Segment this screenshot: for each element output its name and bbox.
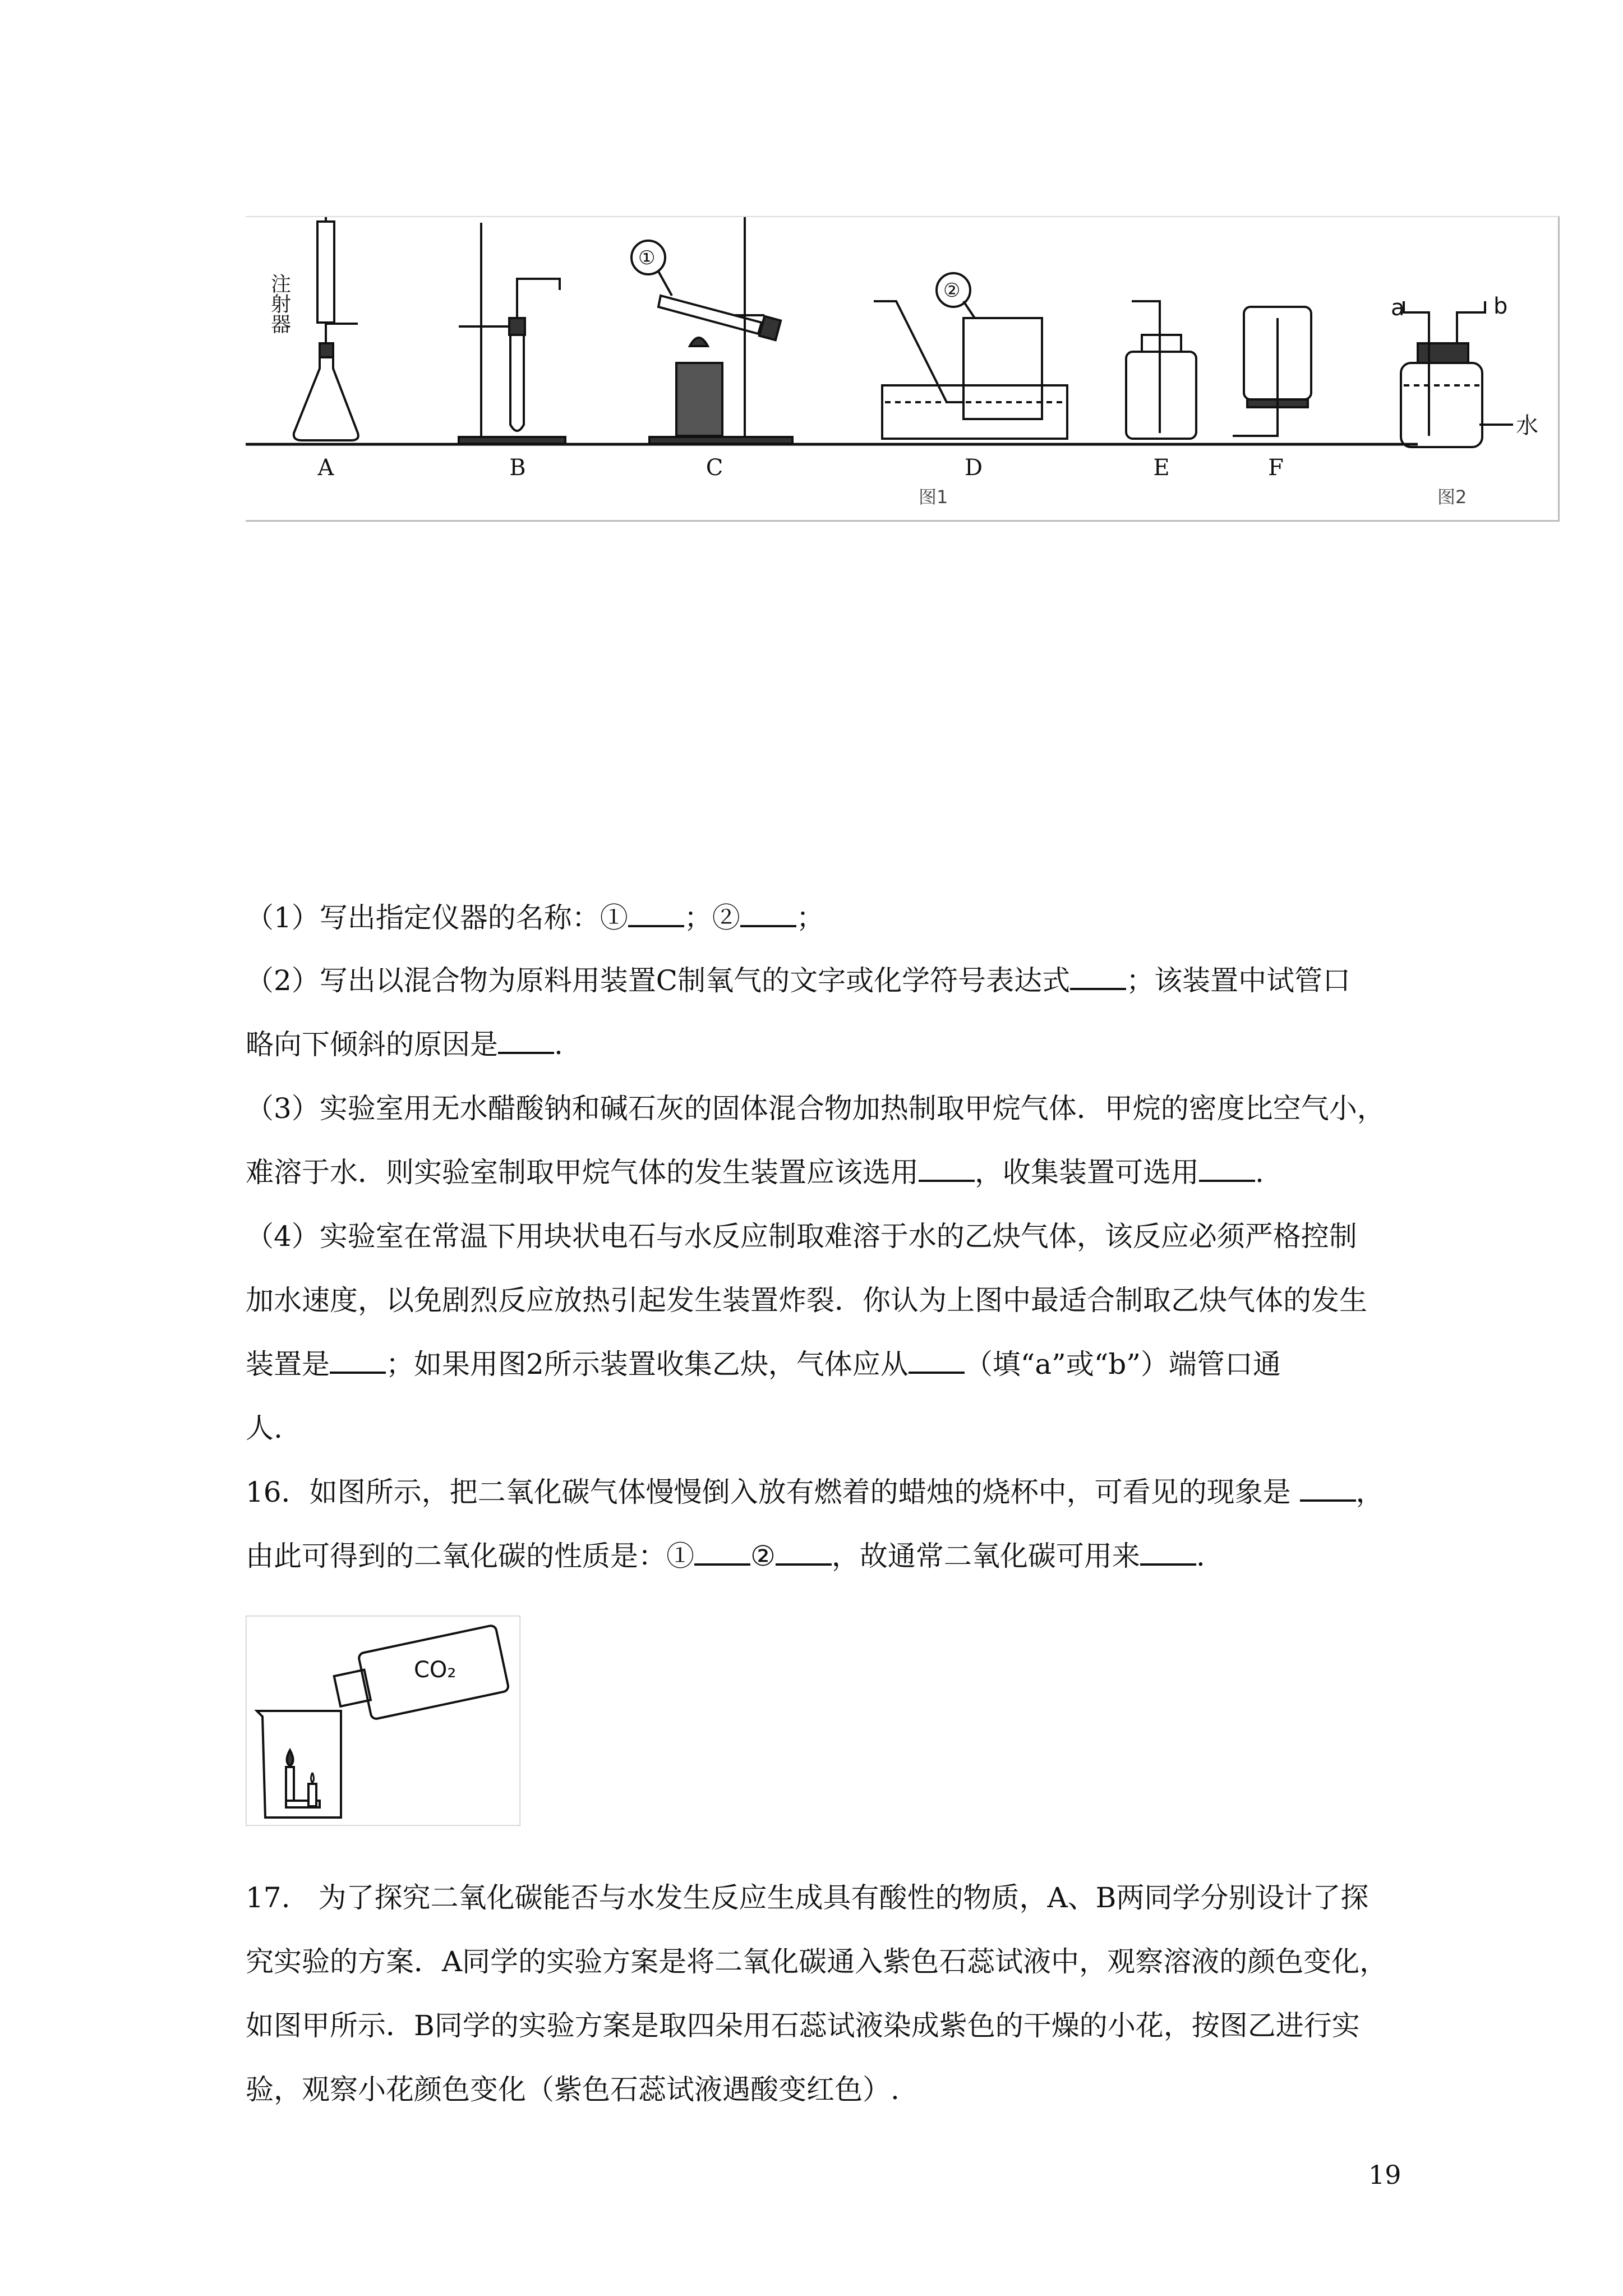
label-B: B [509, 455, 526, 481]
q15-part4-line2: 加水速度，以免剧烈反应放热引起发生装置炸裂．你认为上图中最适合制取乙炔气体的发生 [246, 1284, 1367, 1317]
apparatus-f [1233, 307, 1311, 436]
co2-candle-figure [246, 1616, 520, 1826]
q15-part3-line2: 难溶于水．则实验室制取甲烷气体的发生装置应该选用 ，收集装置可选用 . [246, 1156, 1264, 1189]
marker-2: ② [943, 279, 961, 302]
q15-part4-line4: 人. [246, 1412, 283, 1444]
marker-1: ① [638, 247, 656, 269]
q15-part4-line1: （4）实验室在常温下用块状电石与水反应制取难溶于水的乙炔气体，该反应必须严格控制 [246, 1220, 1357, 1253]
label-A: A [317, 455, 334, 481]
label-C: C [706, 455, 723, 481]
q15-part2-line1: （2）写出以混合物为原料用装置C制氧气的文字或化学符号表达式 ；该装置中试管口 [246, 964, 1351, 997]
answer-blank [628, 903, 684, 927]
apparatus-d [874, 273, 1067, 439]
answer-blank [694, 1541, 750, 1566]
label-F: F [1268, 455, 1284, 481]
syringe-label: 注射器 [268, 273, 291, 334]
answer-blank [330, 1349, 386, 1374]
answer-blank [740, 903, 796, 927]
label-D: D [964, 455, 983, 481]
caption-fig1: 图1 [919, 486, 948, 508]
water-label: 水 [1516, 413, 1538, 439]
q15-part4-line3: 装置是 ；如果用图2所示装置收集乙炔，气体应从 （填“a”或“b”）端管口通 [246, 1348, 1281, 1381]
answer-blank [909, 1349, 965, 1374]
q17-line2: 究实验的方案．A同学的实验方案是将二氧化碳通入紫色石蕊试液中，观察溶液的颜色变化， [246, 1945, 1388, 1978]
answer-blank [1140, 1541, 1196, 1566]
caption-fig2: 图2 [1437, 486, 1467, 508]
answer-blank [498, 1029, 554, 1054]
answer-blank [919, 1157, 975, 1182]
label-E: E [1153, 455, 1170, 481]
apparatus-a [268, 217, 358, 440]
q17-line1: 17. 为了探究二氧化碳能否与水发生反应生成具有酸性的物质，A、B两同学分别设计了探 [246, 1881, 1369, 1914]
apparatus-fig2 [1391, 293, 1538, 447]
q16-line1: 16．如图所示，把二氧化碳气体慢慢倒入放有燃着的蜡烛的烧杯中，可看见的现象是 ， [246, 1476, 1384, 1508]
apparatus-b [459, 223, 565, 444]
page-number: 19 [1368, 2160, 1401, 2190]
q17-line3: 如图甲所示．B同学的实验方案是取四朵用石蕊试液染成紫色的干燥的小花，按图乙进行实 [246, 2009, 1360, 2042]
q15-part1: （1）写出指定仪器的名称：① ；② ； [246, 901, 824, 934]
q17-line4: 验，观察小花颜色变化（紫色石蕊试液遇酸变红色）. [246, 2073, 900, 2106]
answer-blank [1300, 1477, 1356, 1502]
label-b: b [1493, 293, 1508, 319]
apparatus-figure [246, 216, 1560, 522]
q15-part3-line1: （3）实验室用无水醋酸钠和碱石灰的固体混合物加热制取甲烷气体．甲烷的密度比空气小， [246, 1092, 1385, 1125]
q15-part2-line2: 略向下倾斜的原因是 . [246, 1028, 563, 1061]
apparatus-e [1126, 301, 1196, 439]
answer-blank [776, 1541, 832, 1566]
answer-blank [1070, 965, 1126, 990]
label-a: a [1391, 295, 1405, 321]
co2-bottle-label: CO₂ [414, 1657, 457, 1683]
answer-blank [1199, 1157, 1255, 1182]
apparatus-c [631, 217, 792, 444]
q16-line2: 由此可得到的二氧化碳的性质是：① ② ，故通常二氧化碳可用来 . [246, 1540, 1205, 1572]
